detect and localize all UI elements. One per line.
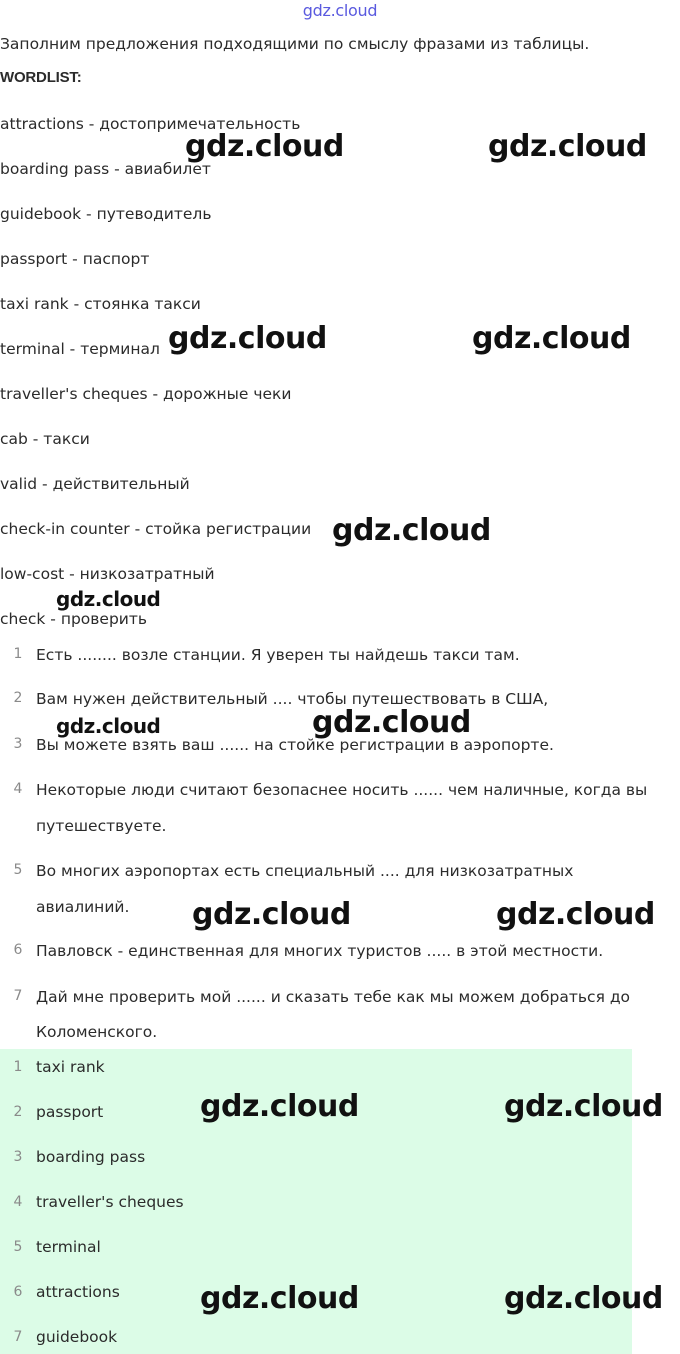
watermark: gdz.cloud (332, 513, 491, 548)
wordlist-item: terminal - терминал (0, 340, 160, 358)
answer-text: attractions (36, 1283, 120, 1301)
answer-number: 2 (13, 1104, 23, 1120)
wordlist-item: passport - паспорт (0, 250, 150, 268)
question-line: авиалиний. (36, 898, 130, 916)
watermark: gdz.cloud (504, 1089, 663, 1124)
answer-text: boarding pass (36, 1148, 146, 1166)
wordlist-item: cab - такси (0, 430, 90, 448)
answer-number: 3 (13, 1149, 23, 1165)
watermark: gdz.cloud (488, 129, 647, 164)
answer-text: passport (36, 1103, 104, 1121)
watermark: gdz.cloud (496, 897, 655, 932)
wordlist-item: check-in counter - стойка регистрации (0, 520, 312, 538)
wordlist-item: valid - действительный (0, 475, 190, 493)
question-number: 4 (13, 781, 23, 797)
answer-text: guidebook (36, 1328, 118, 1346)
intro-text: Заполним предложения подходящими по смыслу фразами из таблицы. (0, 35, 590, 53)
question-number: 7 (13, 988, 23, 1004)
watermark: gdz.cloud (185, 129, 344, 164)
question-line: Во многих аэропортах есть специальный .... для низкозатратных (36, 862, 574, 880)
wordlist-item: low-cost - низкозатратный (0, 565, 215, 583)
answer-number: 6 (13, 1284, 23, 1300)
answer-number: 4 (13, 1194, 23, 1210)
wordlist-item: guidebook - путеводитель (0, 205, 212, 223)
wordlist-item: attractions - достопримечательность (0, 115, 301, 133)
question-number: 6 (13, 942, 23, 958)
watermark: gdz.cloud (56, 714, 161, 738)
answer-text: terminal (36, 1238, 101, 1256)
watermark: gdz.cloud (312, 705, 471, 740)
question-line: Коломенского. (36, 1023, 158, 1041)
watermark: gdz.cloud (504, 1281, 663, 1316)
watermark: gdz.cloud (472, 321, 631, 356)
watermark: gdz.cloud (200, 1089, 359, 1124)
wordlist-item: boarding pass - авиабилет (0, 160, 211, 178)
wordlist-title: WORDLIST: (0, 69, 82, 86)
answer-number: 7 (13, 1329, 23, 1345)
answer-text: taxi rank (36, 1058, 105, 1076)
watermark: gdz.cloud (168, 321, 327, 356)
question-line: Дай мне проверить мой ...... и сказать тебе как мы можем добраться до (36, 988, 631, 1006)
question-number: 2 (13, 690, 23, 706)
header-logo[interactable]: gdz.cloud (302, 1, 378, 20)
watermark: gdz.cloud (192, 897, 351, 932)
question-line: Вам нужен действительный .... чтобы путешествовать в США, (36, 690, 549, 708)
answer-number: 1 (13, 1059, 23, 1075)
wordlist-item: check - проверить (0, 610, 148, 628)
answer-number: 5 (13, 1239, 23, 1255)
question-line: Павловск - единственная для многих туристов ..... в этой местности. (36, 942, 604, 960)
question-line: путешествуете. (36, 817, 167, 835)
question-number: 1 (13, 646, 23, 662)
question-number: 3 (13, 736, 23, 752)
question-line: Есть ........ возле станции. Я уверен ты найдешь такси там. (36, 646, 520, 664)
wordlist-item: taxi rank - стоянка такси (0, 295, 201, 313)
watermark: gdz.cloud (56, 587, 161, 611)
answer-text: traveller's cheques (36, 1193, 184, 1211)
question-line: Некоторые люди считают безопаснее носить ...... чем наличные, когда вы (36, 781, 648, 799)
wordlist-item: traveller's cheques - дорожные чеки (0, 385, 292, 403)
question-line: Вы можете взять ваш ...... на стойке регистрации в аэропорте. (36, 736, 554, 754)
watermark: gdz.cloud (200, 1281, 359, 1316)
question-number: 5 (13, 862, 23, 878)
